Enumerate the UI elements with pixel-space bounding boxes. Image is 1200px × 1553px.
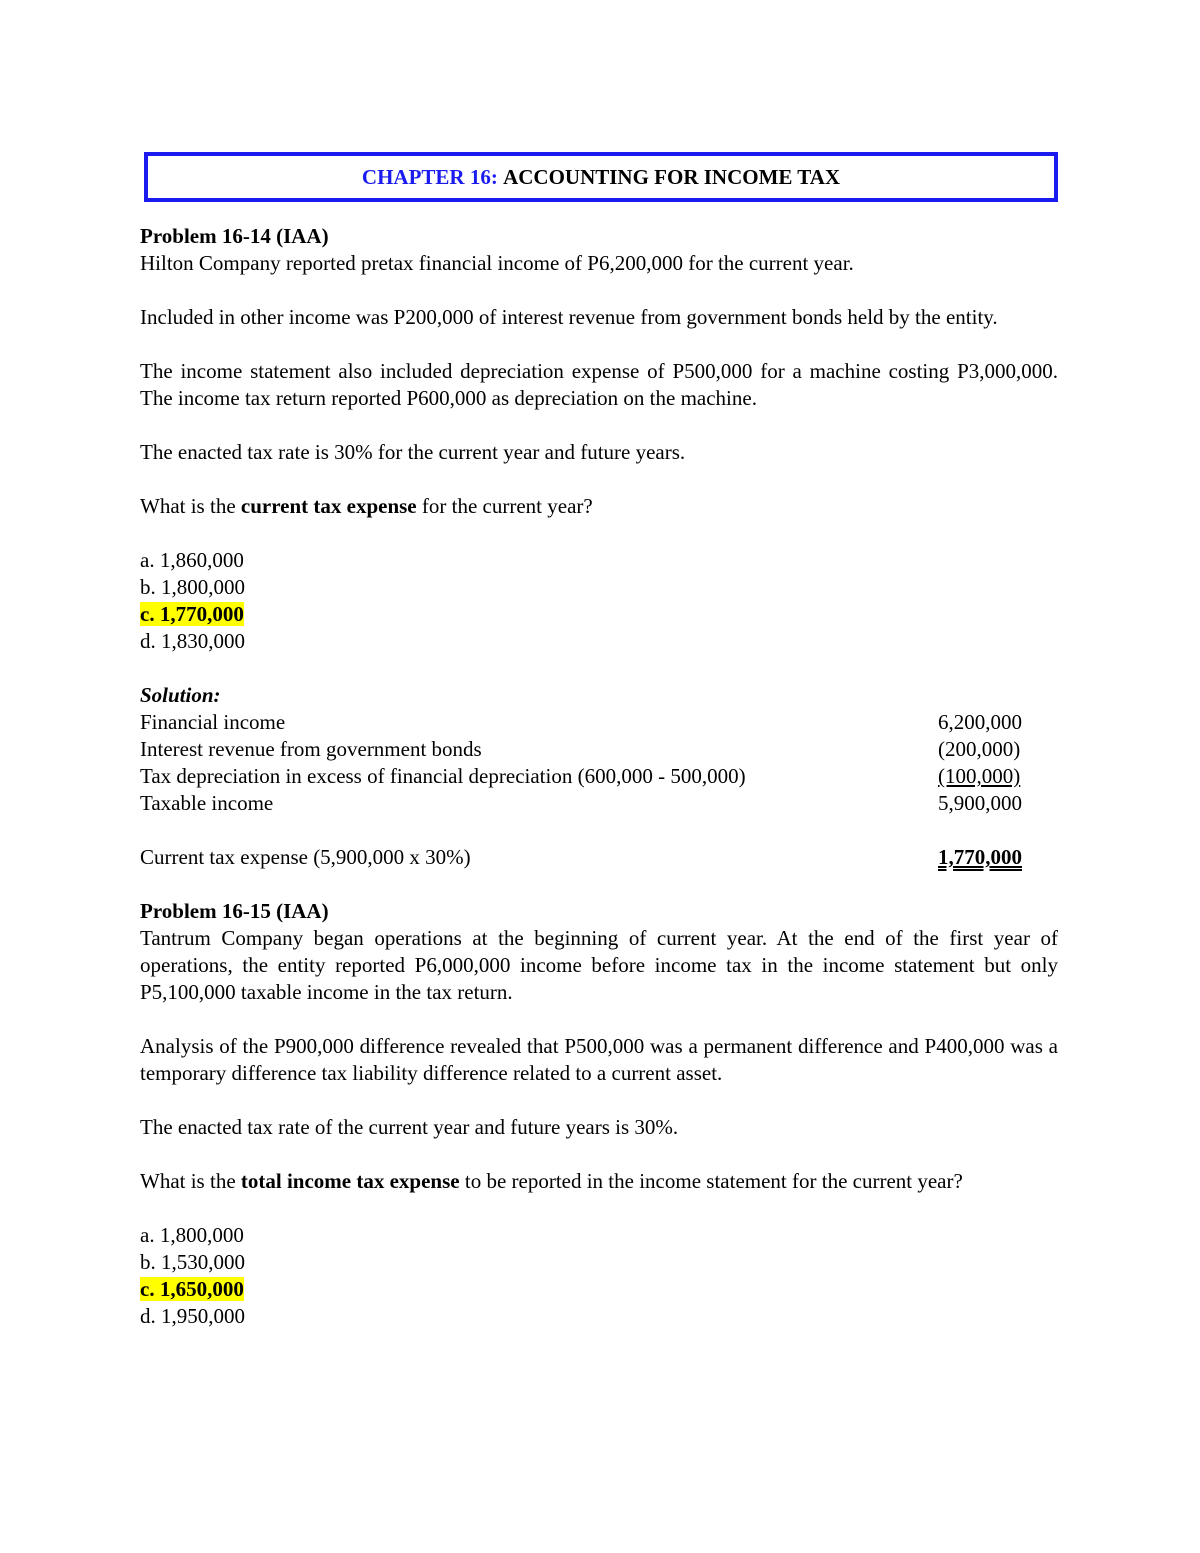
problem-1-para-4: The enacted tax rate is 30% for the current year and future years. <box>140 440 686 464</box>
chapter-label: CHAPTER 16: <box>361 164 498 189</box>
solution-result-amount: 1,770,000 <box>938 845 1022 869</box>
problem-2-choice-d: d. 1,950,000 <box>140 1304 245 1328</box>
problem-2-choice-c-answer: c. 1,650,000 <box>140 1277 244 1301</box>
document-page <box>140 152 1058 1330</box>
problem-2-choice-b: b. 1,530,000 <box>140 1250 245 1274</box>
problem-1-heading: Problem 16-14 (IAA) <box>140 224 329 248</box>
problem-2-choice-a: a. 1,800,000 <box>140 1223 244 1247</box>
problem-2-para-1: Tantrum Company began operations at the beginning of current year. At the end of the first year of operations, the entity reported P6,000,000 income before income tax in the income statement but only P5,100,000 taxable income in the tax return. <box>140 926 1058 1004</box>
problem-1-question: What is the current tax expense for the current year? <box>140 494 593 518</box>
problem-2-para-3: The enacted tax rate of the current year and future years is 30%. <box>140 1115 679 1139</box>
problem-1-question-emphasis: current tax expense <box>240 494 417 518</box>
problem-2-heading: Problem 16-15 (IAA) <box>140 899 329 923</box>
problem-1-choice-a: a. 1,860,000 <box>140 548 244 572</box>
solution-row: Interest revenue from government bonds (200,000) <box>140 737 1021 761</box>
problem-2-para-2: Analysis of the P900,000 difference revealed that P500,000 was a permanent difference and P400,000 was a temporary difference tax liability difference related to a current asset. <box>140 1034 1058 1085</box>
problem-1-choice-c-answer: c. 1,770,000 <box>140 602 244 626</box>
solution-row: Financial income 6,200,000 <box>140 710 1022 734</box>
problem-1-choice-b: b. 1,800,000 <box>140 575 245 599</box>
solution-heading: Solution: <box>140 683 221 707</box>
problem-2-question: What is the total income tax expense to be reported in the income statement for the current year? <box>140 1169 963 1193</box>
solution-result-row: Current tax expense (5,900,000 x 30%) 1,770,000 <box>140 845 1022 869</box>
problem-1-choice-d: d. 1,830,000 <box>140 629 245 653</box>
solution-row: Tax depreciation in excess of financial depreciation (600,000 - 500,000) (100,000) <box>140 764 1021 788</box>
problem-1-para-1: Hilton Company reported pretax financial income of P6,200,000 for the current year. <box>140 251 854 275</box>
solution-row: Taxable income 5,900,000 <box>140 791 1022 815</box>
chapter-title-box <box>144 152 1058 202</box>
problem-2-question-emphasis: total income tax expense <box>240 1169 460 1193</box>
problem-1-para-3: The income statement also included depreciation expense of P500,000 for a machine costing P3,000,000. The income tax return reported P600,000 as depreciation on the machine. <box>140 359 1058 410</box>
problem-1-para-2: Included in other income was P200,000 of interest revenue from government bonds held by the entity. <box>140 305 998 329</box>
chapter-title: ACCOUNTING FOR INCOME TAX <box>503 164 841 189</box>
